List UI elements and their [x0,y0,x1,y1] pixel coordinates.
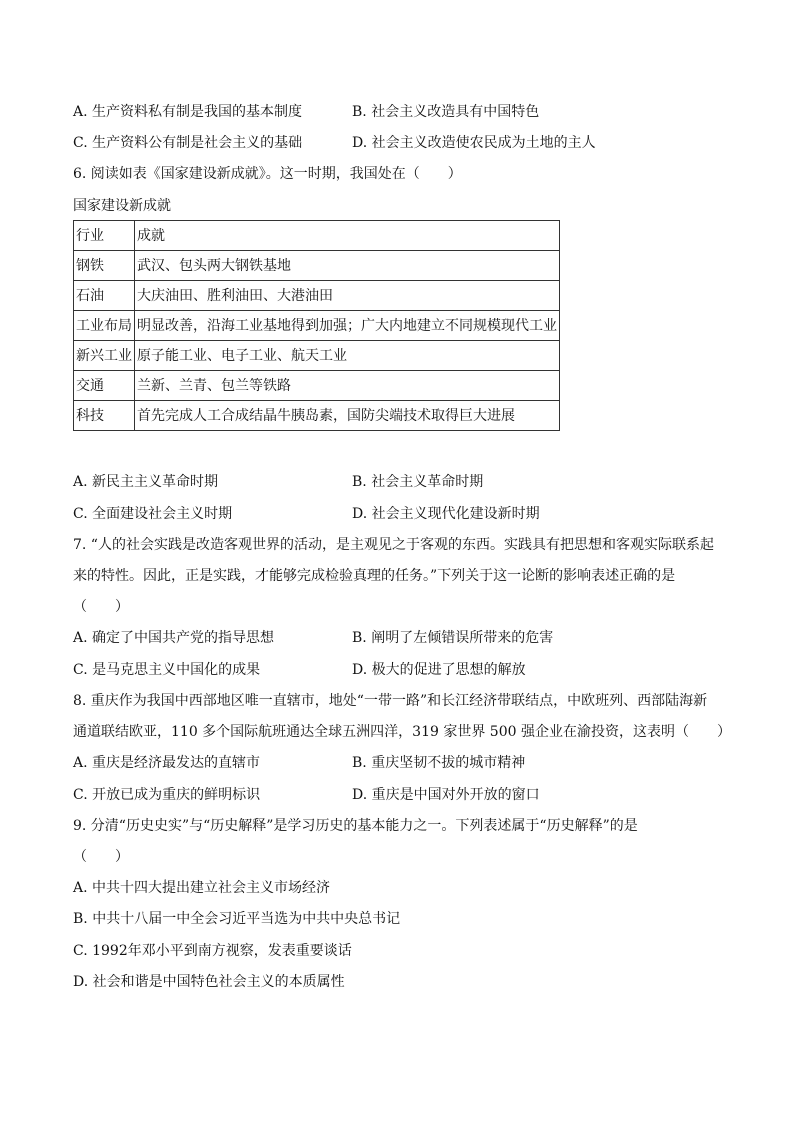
q7-option-a: A. 确定了中国共产党的指导思想 [73,630,275,646]
q5-option-d: D. 社会主义改造使农民成为土地的主人 [352,135,596,151]
q5-option-a: A. 生产资料私有制是我国的基本制度 [73,104,303,120]
table-cell-achievement: 明显改善，沿海工业基地得到加强；广大内地建立不同规模现代工业 [135,311,560,341]
q8-option-c: C. 开放已成为重庆的鲜明标识 [73,787,261,803]
q7-option-d: D. 极大的促进了思想的解放 [352,662,526,678]
table-cell-industry: 新兴工业 [74,341,135,371]
table-cell-achievement: 大庆油田、胜利油田、大港油田 [135,281,560,311]
table-cell-industry: 钢铁 [74,251,135,281]
q6-option-a: A. 新民主主义革命时期 [73,474,219,490]
table-header-cell: 行业 [74,221,135,251]
q7-option-c: C. 是马克思主义中国化的成果 [73,662,261,678]
q9-option-a: A. 中共十四大提出建立社会主义市场经济 [73,880,331,896]
q7-stem-line3: （ ） [73,599,129,615]
table-row [74,371,560,401]
q9-option-d: D. 社会和谐是中国特色社会主义的本质属性 [73,974,345,990]
table-cell-industry: 交通 [74,371,135,401]
q8-stem-line1: 8. 重庆作为我国中西部地区唯一直辖市，地处“一带一路”和长江经济带联结点，中欧班列、西部陆海新 [73,693,708,709]
table-cell-industry: 工业布局 [74,311,135,341]
table-row [74,401,560,431]
q8-option-a: A. 重庆是经济最发达的直辖市 [73,755,261,771]
q9-stem-line2: （ ） [73,849,129,865]
table-cell-achievement: 首先完成人工合成结晶牛胰岛素，国防尖端技术取得巨大进展 [135,401,560,431]
table-row [74,281,560,311]
q9-option-b: B. 中共十八届一中全会习近平当选为中共中央总书记 [73,911,401,927]
q9-option-c: C. 1992年邓小平到南方视察，发表重要谈话 [73,943,352,959]
achievements-table [73,220,560,431]
q6-option-d: D. 社会主义现代化建设新时期 [352,506,540,522]
q7-stem-line1: 7. “人的社会实践是改造客观世界的活动，是主观见之于客观的东西。实践具有把思想和客观实际联系起 [73,537,714,553]
table-header-row [74,221,560,251]
table-row [74,251,560,281]
table-header-cell: 成就 [135,221,560,251]
q6-option-c: C. 全面建设社会主义时期 [73,506,233,522]
table-row [74,311,560,341]
q6-table-title: 国家建设新成就 [73,198,171,214]
q6-option-b: B. 社会主义革命时期 [352,474,484,490]
q8-stem-line2: 通道联结欧亚，110 多个国际航班通达全球五洲四洋，319 家世界 500 强企业在渝投资，这表明（ ） [73,724,731,740]
q5-option-c: C. 生产资料公有制是社会主义的基础 [73,135,303,151]
q9-stem-line1: 9. 分清“历史史实”与“历史解释”是学习历史的基本能力之一。下列表述属于“历史解释”的是 [73,818,638,834]
table-cell-achievement: 武汉、包头两大钢铁基地 [135,251,560,281]
q7-stem-line2: 来的特性。因此，正是实践，才能够完成检验真理的任务。”下列关于这一论断的影响表述正确的是 [73,568,676,584]
table-cell-industry: 石油 [74,281,135,311]
table-cell-achievement: 原子能工业、电子工业、航天工业 [135,341,560,371]
q7-option-b: B. 阐明了左倾错误所带来的危害 [352,630,554,646]
q5-option-b: B. 社会主义改造具有中国特色 [352,104,540,120]
q6-stem: 6. 阅读如表《国家建设新成就》。这一时期，我国处在（ ） [73,166,462,182]
q8-option-d: D. 重庆是中国对外开放的窗口 [352,787,540,803]
q8-option-b: B. 重庆坚韧不拔的城市精神 [352,755,526,771]
table-cell-industry: 科技 [74,401,135,431]
table-cell-achievement: 兰新、兰青、包兰等铁路 [135,371,560,401]
table-row [74,341,560,371]
